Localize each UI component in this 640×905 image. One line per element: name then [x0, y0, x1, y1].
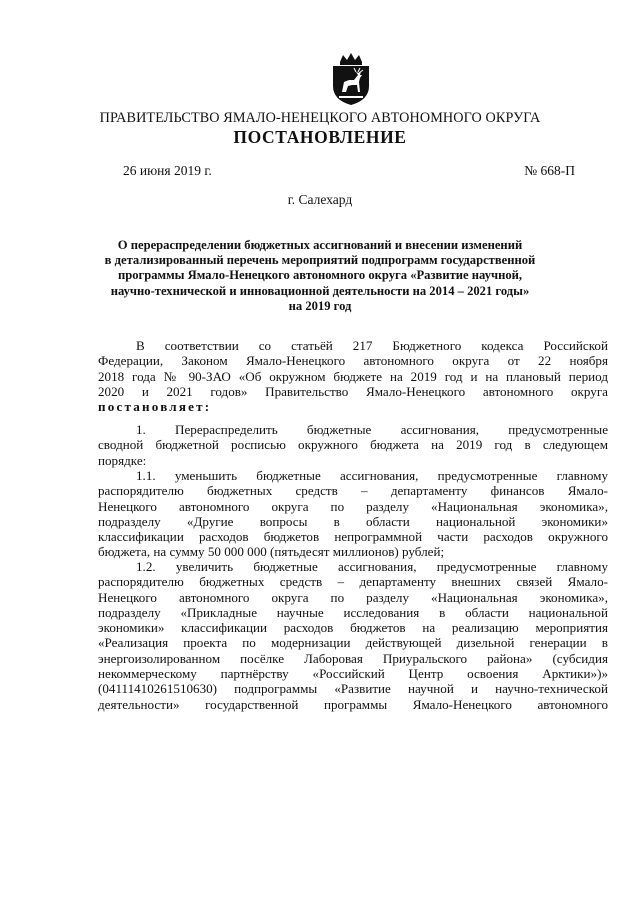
text-line: экономики» классификации расходов бюджетов на реализацию мероприятия [98, 620, 608, 636]
text-line: Ненецкого автономного округа по разделу «Национальная экономика», [98, 589, 608, 605]
text-line: В соответствии со статьёй 217 Бюджетного кодекса Российской [136, 338, 608, 353]
decree-word: постановляет: [98, 399, 212, 415]
coat-of-arms-icon [330, 52, 372, 106]
text-line: 1. Перераспределить бюджетные ассигнования, предусмотренные [136, 422, 608, 437]
item-1-1-paragraph [98, 468, 608, 560]
text-line: Федерации, Законом Ямало-Ненецкого автономного округа от 22 ноября [98, 353, 608, 369]
item-1-paragraph [98, 422, 608, 468]
text-line: подразделу «Другие вопросы в области национальной экономики» [98, 513, 608, 529]
text-line: распорядителю бюджетных средств – департаменту финансов Ямало- [98, 483, 608, 499]
text-line: подразделу «Прикладные научные исследования в области национальной [98, 604, 608, 620]
document-heading [95, 238, 545, 314]
heading-line: О перераспределении бюджетных ассигнований и внесении изменений [117, 238, 523, 252]
government-name: ПРАВИТЕЛЬСТВО ЯМАЛО-НЕНЕЦКОГО АВТОНОМНОГО ОКРУГА [99, 110, 541, 126]
text-line: сводной бюджетной росписью окружного бюджета на 2019 год в следующем [98, 437, 608, 453]
text-line: «Реализация проекта по модернизации действующей дизельной генерации в [98, 635, 608, 651]
heading-line: на 2019 год [288, 298, 352, 313]
text-line: 2020 и 2021 годов» Правительство Ямало-Ненецкого автономного округа [98, 383, 608, 399]
heading-line: программы Ямало-Ненецкого автономного округа «Развитие научной, [117, 268, 523, 283]
document-type: ПОСТАНОВЛЕНИЕ [233, 127, 407, 147]
document-date: 26 июня 2019 г. [123, 163, 212, 178]
text-line: энергоизолированном посёлке Лаборовая Приуральского района» (субсидия [98, 650, 608, 666]
heading-line: научно-технической и инновационной деятельности на 2014 – 2021 годы» [110, 283, 530, 298]
text-line: распорядителю бюджетных средств – департаменту внешних связей Ямало- [98, 574, 608, 590]
text-line: некоммерческому партнёрству «Российский Центр освоения Арктики»)» [98, 666, 608, 682]
text-line: (04111410261510630) подпрограммы «Развитие научной и научно-технической [98, 681, 608, 697]
text-line: 1.2. увеличить бюджетные ассигнования, предусмотренные главному [136, 559, 608, 574]
text-line: 1.1. уменьшить бюджетные ассигнования, предусмотренные главному [136, 468, 608, 483]
document-city: г. Салехард [287, 192, 353, 207]
text-line: классификации расходов бюджетов непрограммной части расходов окружного [98, 529, 608, 545]
text-line: деятельности» государственной программы Ямало-Ненецкого автономного [98, 696, 608, 712]
preamble-paragraph [98, 338, 608, 414]
text-line: бюджета, на сумму 50 000 000 (пятьдесят миллионов) рублей; [98, 544, 445, 560]
heading-line: в детализированный перечень мероприятий подпрограмм государственной [104, 253, 536, 268]
item-1-2-paragraph [98, 559, 608, 712]
text-line: 2018 года № 90-ЗАО «Об окружном бюджете на 2019 год и на плановый период [98, 368, 608, 384]
document-number: № 668-П [524, 163, 575, 178]
text-line: Ненецкого автономного округа по разделу «Национальная экономика», [98, 498, 608, 514]
text-line: порядке: [98, 452, 147, 468]
